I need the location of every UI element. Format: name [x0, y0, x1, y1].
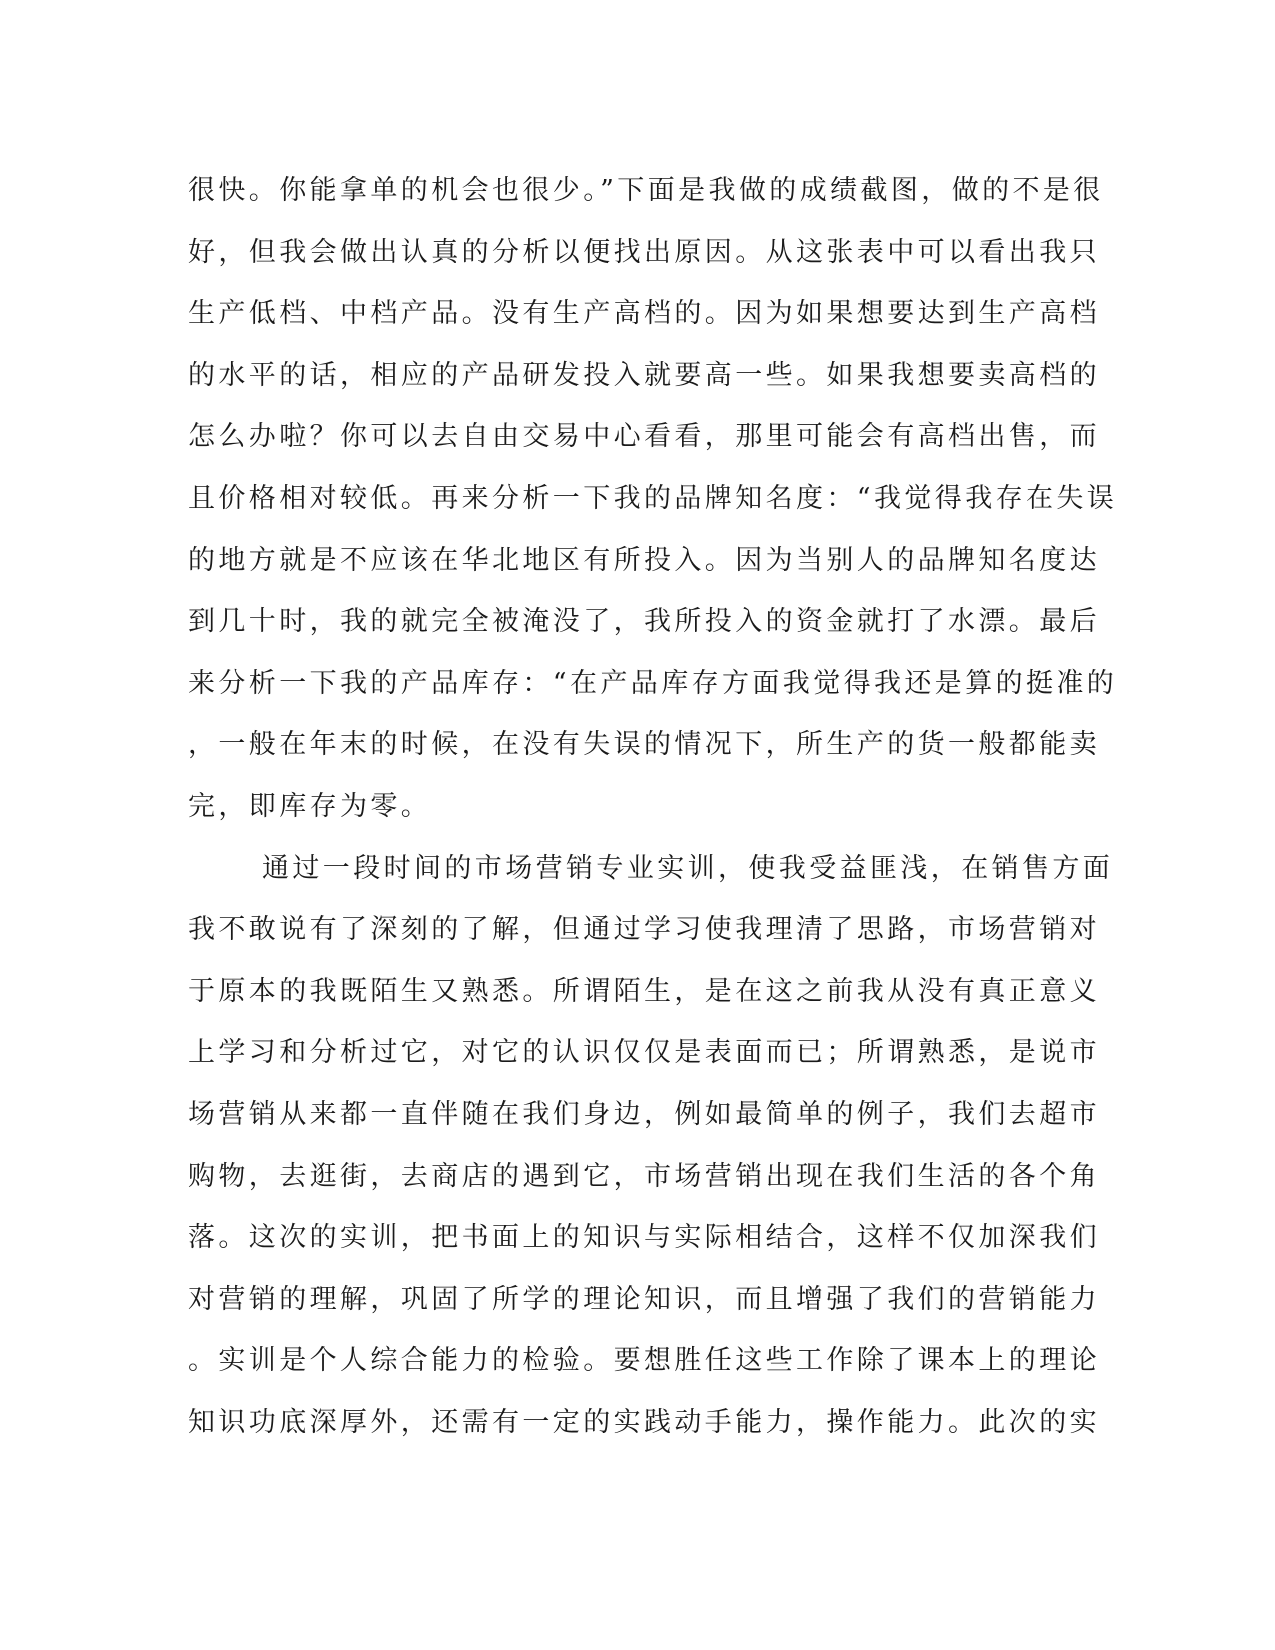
text-line: 上学习和分析过它，对它的认识仅仅是表面而已；所谓熟悉，是说市: [188, 1037, 1100, 1069]
text-line: 于原本的我既陌生又熟悉。所谓陌生，是在这之前我从没有真正意义: [188, 975, 1100, 1007]
text-line: ，一般在年末的时候，在没有失误的情况下，所生产的货一般都能卖: [188, 729, 1100, 761]
text-line: 对营销的理解，巩固了所学的理论知识，而且增强了我们的营销能力: [188, 1283, 1100, 1315]
text-line: 好，但我会做出认真的分析以便找出原因。从这张表中可以看出我只: [188, 236, 1100, 268]
body-text: [188, 160, 1118, 1453]
text-line: 。实训是个人综合能力的检验。要想胜任这些工作除了课本上的理论: [188, 1345, 1100, 1377]
text-line: 很快。你能拿单的机会也很少。”下面是我做的成绩截图，做的不是很: [188, 175, 1104, 206]
text-line: 完，即库存为零。: [188, 790, 432, 822]
text-line: 购物，去逛街，去商店的遇到它，市场营销出现在我们生活的各个角: [188, 1160, 1100, 1192]
text-line: 生产低档、中档产品。没有生产高档的。因为如果想要达到生产高档: [188, 298, 1100, 330]
paragraph-start-line: 通过一段时间的市场营销专业实训，使我受益匪浅，在销售方面: [262, 852, 1114, 884]
text-line: 场营销从来都一直伴随在我们身边，例如最简单的例子，我们去超市: [188, 1098, 1100, 1130]
text-line: 来分析一下我的产品库存：“在产品库存方面我觉得我还是算的挺准的: [188, 667, 1118, 699]
text-line: 的地方就是不应该在华北地区有所投入。因为当别人的品牌知名度达: [188, 544, 1100, 576]
text-line: 的水平的话，相应的产品研发投入就要高一些。如果我想要卖高档的: [188, 359, 1100, 391]
text-line: 我不敢说有了深刻的了解，但通过学习使我理清了思路，市场营销对: [188, 914, 1100, 946]
text-line: 怎么办啦？你可以去自由交易中心看看，那里可能会有高档出售，而: [188, 421, 1100, 453]
text-line: 知识功底深厚外，还需有一定的实践动手能力，操作能力。此次的实: [188, 1406, 1100, 1438]
text-line: 落。这次的实训，把书面上的知识与实际相结合，这样不仅加深我们: [188, 1222, 1100, 1254]
text-line: 到几十时，我的就完全被淹没了，我所投入的资金就打了水漂。最后: [188, 606, 1100, 638]
text-line: 且价格相对较低。再来分析一下我的品牌知名度：“我觉得我存在失误: [188, 482, 1118, 514]
